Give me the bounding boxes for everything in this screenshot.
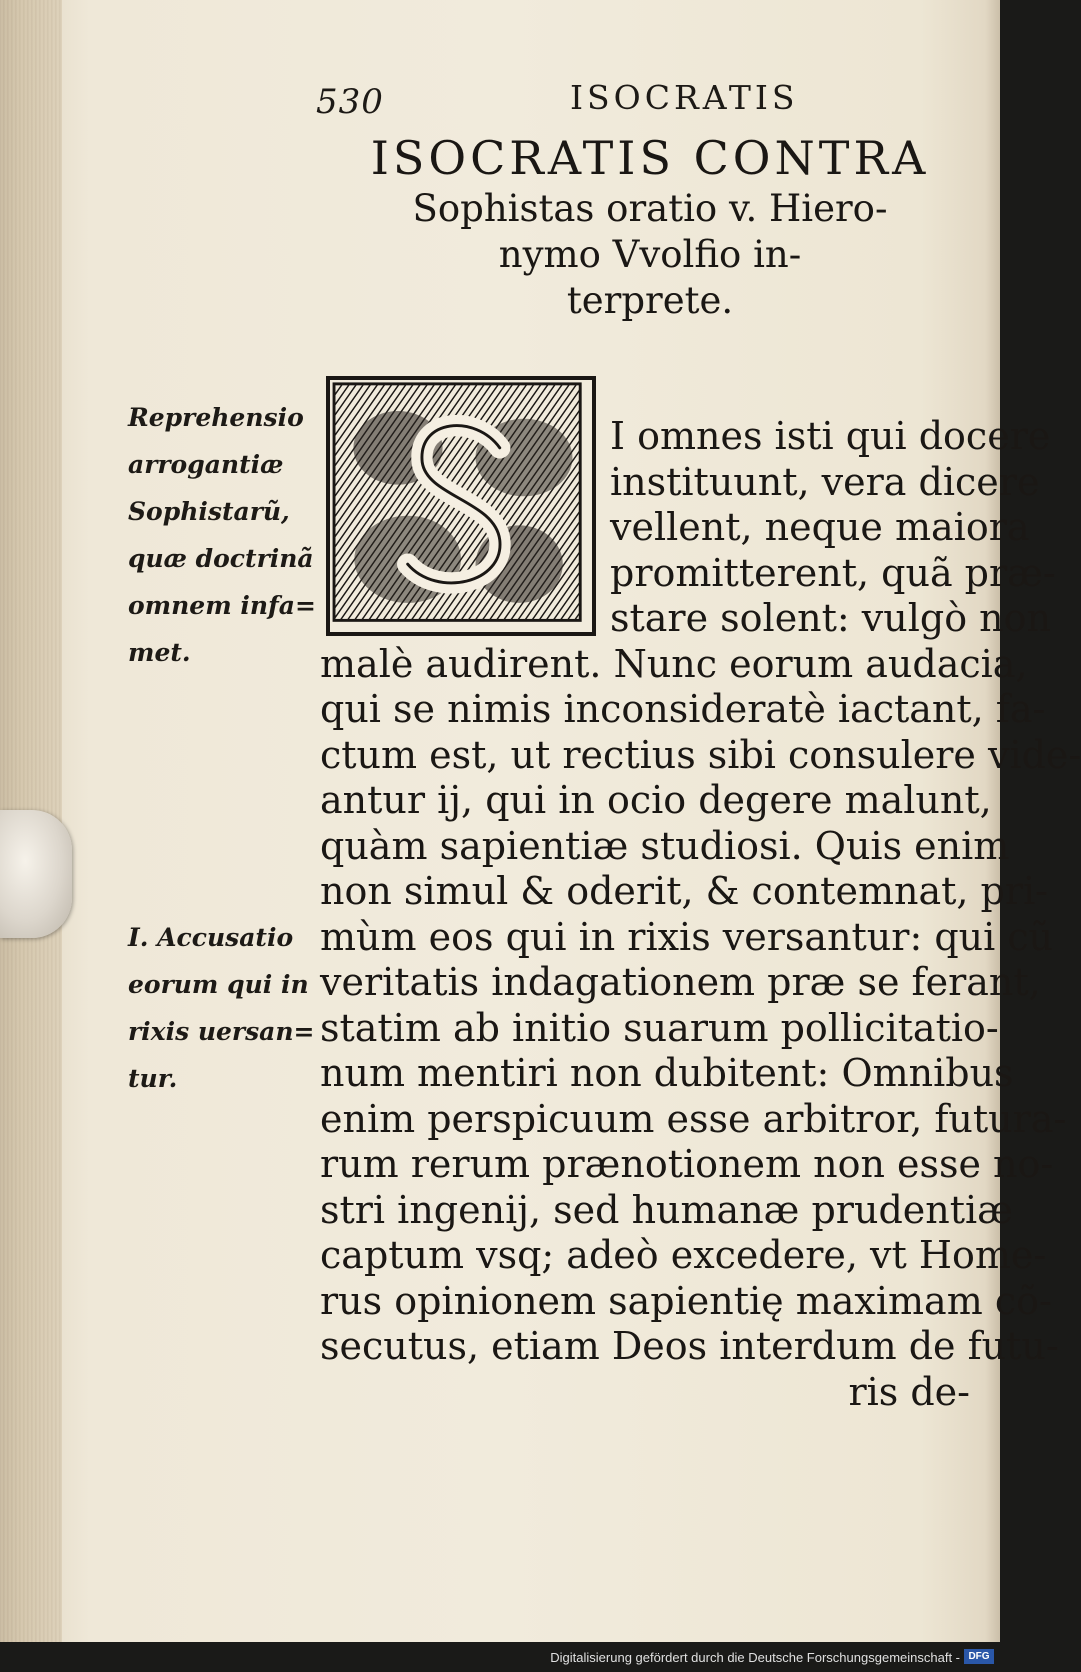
marginal-note-line: I. Accusatio [128,923,294,952]
body-line: captum vsq; adeò excedere, vt Home- [320,1233,1047,1277]
body-line: secutus, etiam Deos interdum de futu- [320,1324,1059,1368]
marginal-note-line: omnem infa= [128,591,316,620]
body-line: ctum est, ut rectius sibi consulere vide- [320,732,1081,777]
marginal-note-line: quæ doctrinã [128,544,314,573]
body-line: I omnes isti qui docere [610,414,1051,458]
body-line: rum rerum prænotionem non esse no- [320,1142,1054,1186]
body-line: veritatis indagationem præ se ferant, [320,960,1041,1004]
body-line: promitterent, quã præ- [610,550,1056,595]
page-header [0,78,1000,128]
body-line: mùm eos qui in rixis versantur: qui cũ [320,914,1054,959]
body-line: vellent, neque maiora [610,505,1030,549]
marginal-note-line: Reprehensio [128,403,304,432]
body-line: instituunt, vera dicere [610,459,1040,504]
body-line: quàm sapientiæ studiosi. Quis enim [320,823,1010,868]
title-line-2: Sophistas oratio v. Hiero- [412,187,888,230]
marginal-note-line: met. [128,638,191,667]
marginal-note-line: arrogantiæ [128,450,284,479]
dfg-logo: DFG [964,1649,994,1664]
page-clip [0,810,72,938]
body-line: stri ingenij, sed humanæ prudentiæ [320,1187,1013,1232]
body-line: statim ab initio suarum pollicitatio- [320,1005,999,1050]
marginal-note-line: Sophistarũ, [128,497,290,526]
body-line: antur ij, qui in ocio degere malunt, [320,778,992,822]
oration-body [320,414,1081,1415]
body-line: qui se nimis inconsideratè iactant, fa- [320,687,1046,731]
body-line-catchword: ris de- [848,1369,970,1414]
body-line: enim perspicuum esse arbitror, futura- [320,1096,1067,1141]
title-line-4: terprete. [566,279,734,322]
oration-title [340,130,960,324]
marginal-note-line: rixis uersan= [128,1017,315,1046]
title-line-3: nymo Vvolfio in- [498,233,802,276]
body-line: num mentiri non dubitent: Omnibus [320,1051,1014,1095]
title-line-1: ISOCRATIS CONTRA [370,131,930,185]
page-number: 530 [316,82,384,122]
body-line: malè audirent. Nunc eorum audacia, [320,641,1028,686]
marginal-note-2 [128,914,318,1102]
marginal-note-line: eorum qui in [128,970,309,999]
running-head: ISOCRATIS [570,78,799,117]
funding-notice: Digitalisierung gefördert durch die Deutsche Forschungsgemeinschaft - [550,1650,960,1665]
marginal-note-1 [128,394,318,676]
body-line: rus opinionem sapientię maximam cõ- [320,1278,1052,1323]
digitization-footer [0,1642,1000,1672]
body-line: non simul & oderit, & contemnat, pri- [320,869,1049,913]
marginal-note-line: tur. [128,1064,178,1093]
body-line: stare solent: vulgò non [610,596,1052,640]
